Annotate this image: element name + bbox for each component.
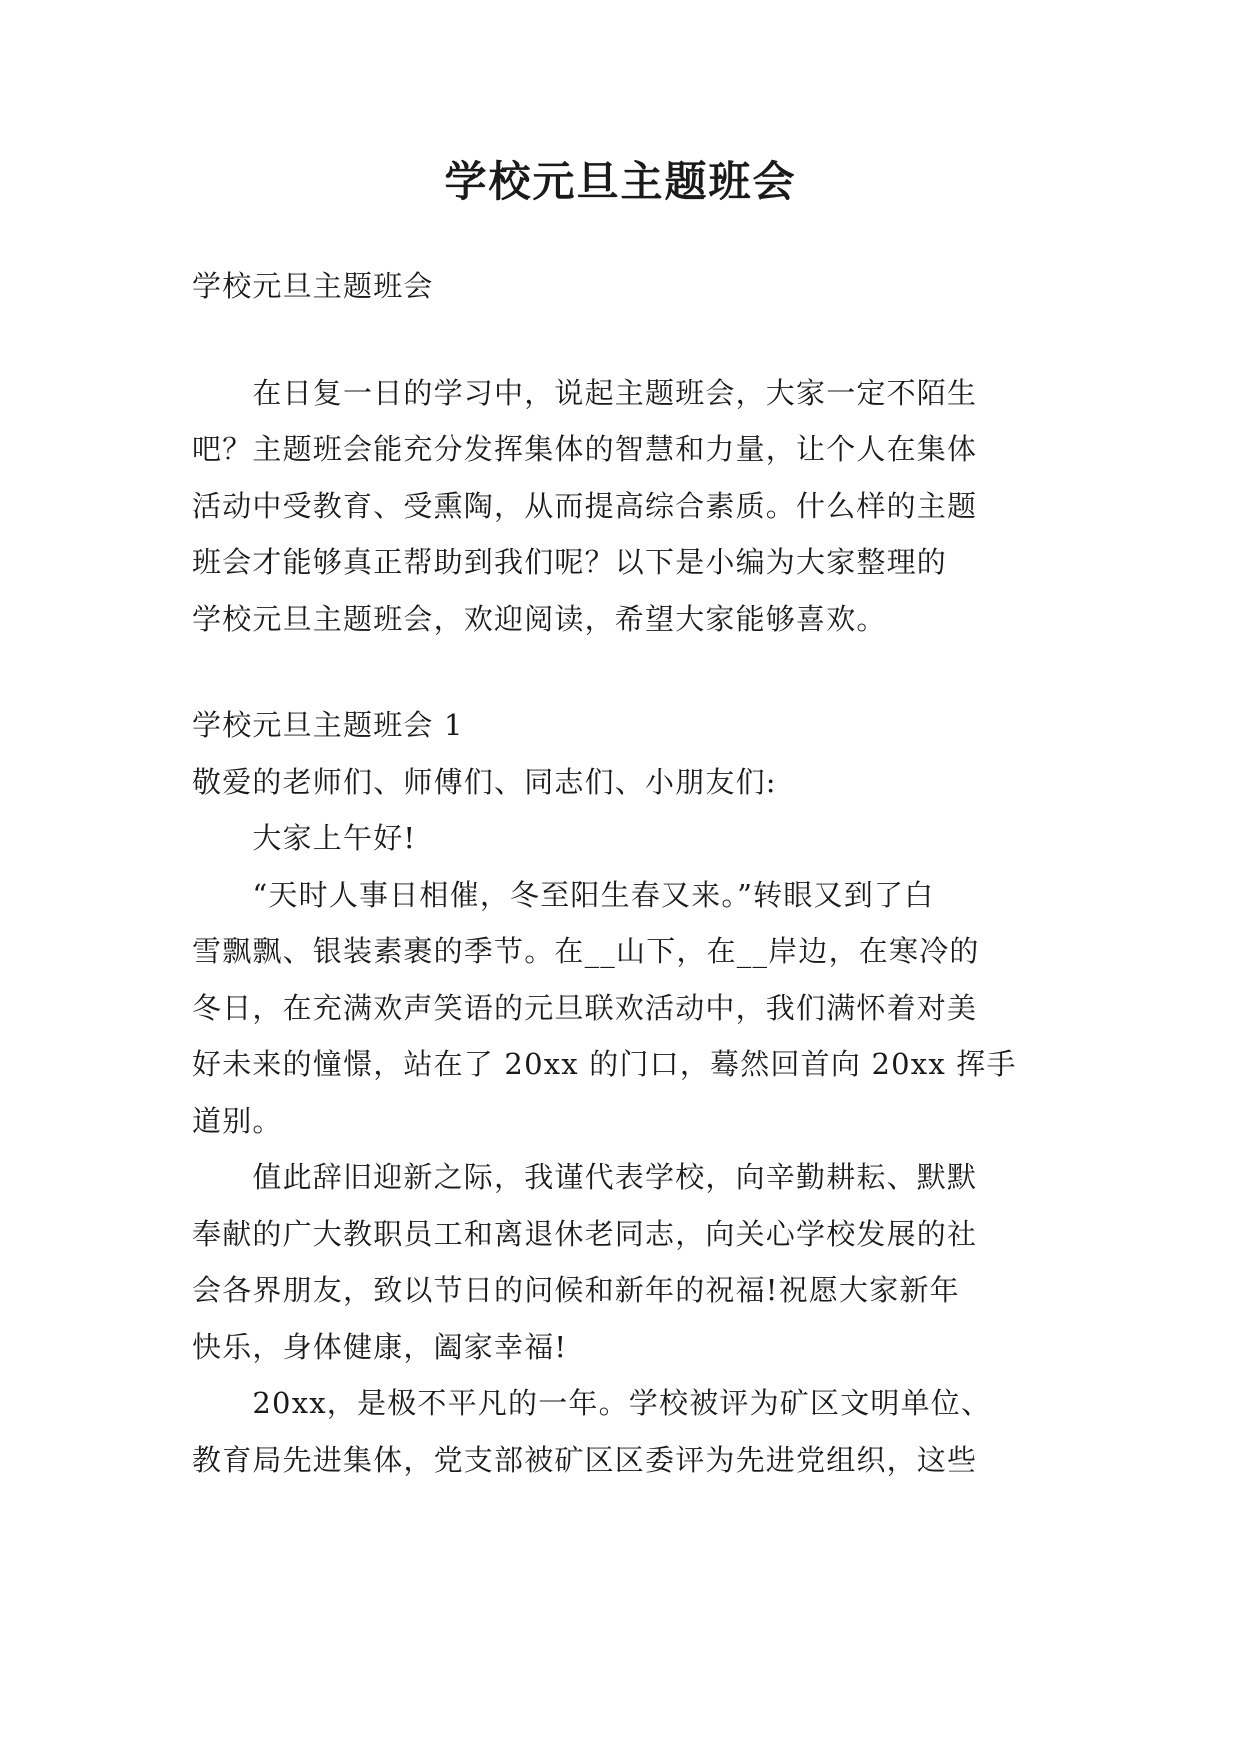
intro-line: 吧？主题班会能充分发挥集体的智慧和力量，让个人在集体 (192, 432, 978, 466)
document-body (192, 258, 1062, 1488)
body-line: 快乐，身体健康，阖家幸福! (192, 1329, 568, 1364)
body-line: 冬日，在充满欢声笑语的元旦联欢活动中，我们满怀着对美 (192, 990, 978, 1025)
body-line: 会各界朋友，致以节日的问候和新年的祝福!祝愿大家新年 (192, 1273, 960, 1307)
body-line: 好未来的憧憬，站在了 20xx 的门口，蓦然回首向 20xx 挥手 (192, 1047, 1017, 1081)
body-line: “天时人事日相催，冬至阳生春又来。”转眼又到了白 (192, 877, 935, 912)
body-line: 教育局先进集体，党支部被矿区区委评为先进党组织，这些 (192, 1442, 978, 1477)
body-line: 奉献的广大教职员工和离退休老同志，向关心学校发展的社 (192, 1216, 978, 1251)
body-line: 大家上午好! (192, 821, 417, 855)
body-line: 20xx，是极不平凡的一年。学校被评为矿区文明单位、 (192, 1386, 992, 1420)
intro-line: 在日复一日的学习中，说起主题班会，大家一定不陌生 (192, 375, 978, 410)
intro-line: 学校元旦主题班会，欢迎阅读，希望大家能够喜欢。 (192, 601, 887, 636)
spacer (192, 647, 1062, 697)
intro-line: 班会才能够真正帮助到我们呢？以下是小编为大家整理的 (192, 545, 948, 579)
document-title: 学校元旦主题班会 (444, 157, 797, 206)
intro-line: 活动中受教育、受熏陶，从而提高综合素质。什么样的主题 (192, 488, 978, 523)
body-line: 雪飘飘、银装素裹的季节。在__山下，在__岸边，在寒冷的 (192, 934, 980, 968)
subtitle-line: 学校元旦主题班会 (192, 269, 434, 303)
body-line: 敬爱的老师们、师傅们、同志们、小朋友们: (192, 764, 777, 799)
body-line: 值此辞旧迎新之际，我谨代表学校，向辛勤耕耘、默默 (192, 1160, 978, 1194)
section-heading: 学校元旦主题班会 1 (192, 708, 464, 742)
body-line: 道别。 (192, 1103, 283, 1138)
spacer (192, 315, 1062, 365)
